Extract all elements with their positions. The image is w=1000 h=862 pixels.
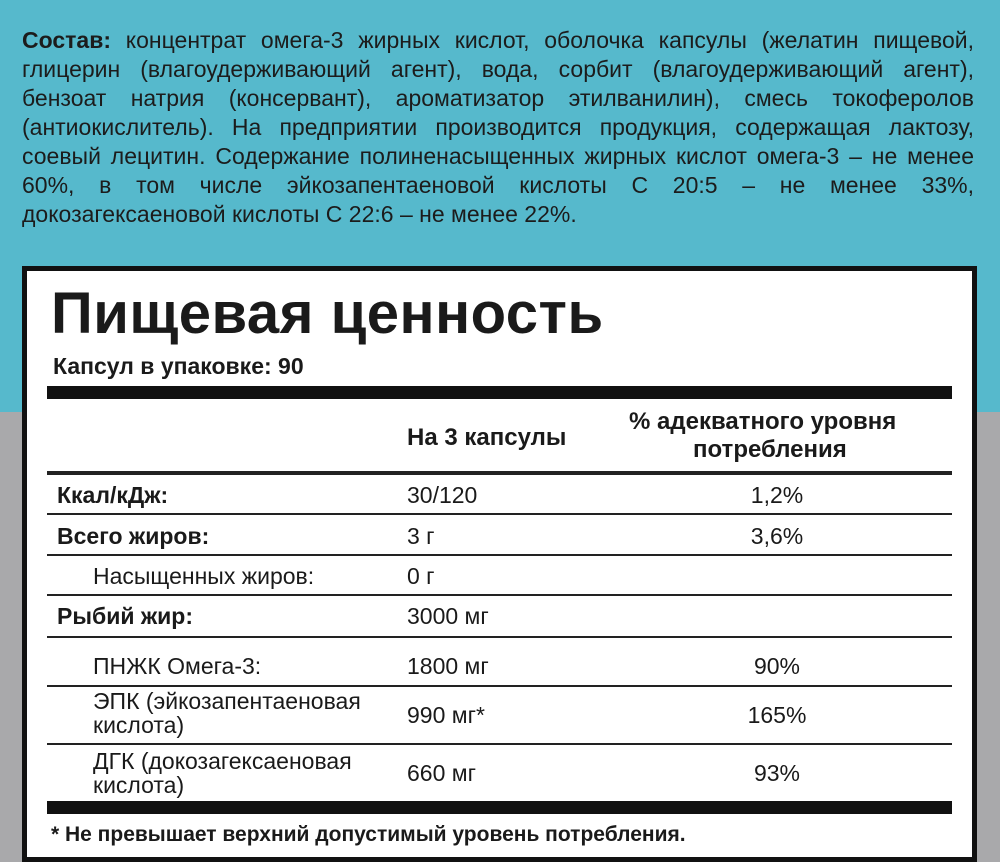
row-dha-percent: 93% [753, 760, 801, 786]
row-saturated-value: 0 г [407, 563, 435, 589]
row-saturated-name: Насыщенных жиров: [93, 563, 315, 589]
col-header-percent-line2: потребления [693, 436, 847, 463]
row-kcal-value: 30/120 [407, 482, 478, 508]
row-fat-name: Всего жиров: [57, 523, 210, 549]
row-omega3-name: ПНЖК Омега-3: [93, 653, 262, 679]
row-fat-value: 3 г [407, 523, 435, 549]
row-dha-name-line2: кислота) [93, 772, 185, 798]
row-epa-name-line1: ЭПК (эйкозапентаеновая [93, 688, 361, 714]
col-header-percent-line1: % адекватного уровня [629, 408, 897, 435]
row-divider [47, 594, 952, 596]
row-fishoil-value: 3000 мг [407, 603, 489, 629]
row-fishoil-name: Рыбий жир: [57, 603, 194, 629]
row-divider [47, 685, 952, 687]
nutrition-title: Пищевая ценность [51, 281, 604, 346]
row-fat-percent: 3,6% [750, 523, 804, 549]
row-kcal-percent: 1,2% [750, 482, 804, 508]
capsule-count: Капсул в упаковке: 90 [53, 353, 304, 379]
row-divider [47, 554, 952, 556]
col-header-serving: На 3 капсулы [407, 424, 567, 451]
row-dha-value: 660 мг [407, 760, 476, 786]
row-omega3-percent: 90% [753, 653, 801, 679]
row-dha-name-line1: ДГК (докозагексаеновая [93, 748, 352, 774]
row-kcal-name: Ккал/кДж: [57, 482, 169, 508]
row-epa-percent: 165% [747, 702, 807, 728]
row-omega3-value: 1800 мг [407, 653, 489, 679]
footnote: * Не превышает верхний допустимый уровень потребления. [51, 823, 686, 846]
header-divider [47, 386, 952, 399]
row-divider [47, 743, 952, 745]
composition-paragraph [22, 26, 974, 229]
row-divider [47, 636, 952, 638]
row-divider [47, 513, 952, 515]
composition-text: концентрат омега-3 жирных кислот, оболочка капсулы (желатин пищевой, глицерин (влагоудерживающий агент), вода, сорбит (влагоудерживающий агент), бензоат натрия (консервант), ароматизатор этилванилин), смесь токоферолов (антиокислитель). На предприятии производится продукция, содержащая лактозу, соевый лецитин. Содержание полиненасыщенных жирных кислот омега-3 – не менее 60%, в том числе эйкозапентаеновой кислоты С 20:5 – не менее 33%, докозагексаеновой кислоты С 22:6 – не менее 22%. [22, 27, 975, 227]
row-epa-name-line2: кислота) [93, 712, 185, 738]
footer-divider [47, 801, 952, 814]
row-divider [47, 471, 952, 475]
nutrition-panel [22, 266, 977, 862]
composition-label: Состав: [22, 27, 112, 53]
row-epa-value: 990 мг* [407, 702, 485, 728]
